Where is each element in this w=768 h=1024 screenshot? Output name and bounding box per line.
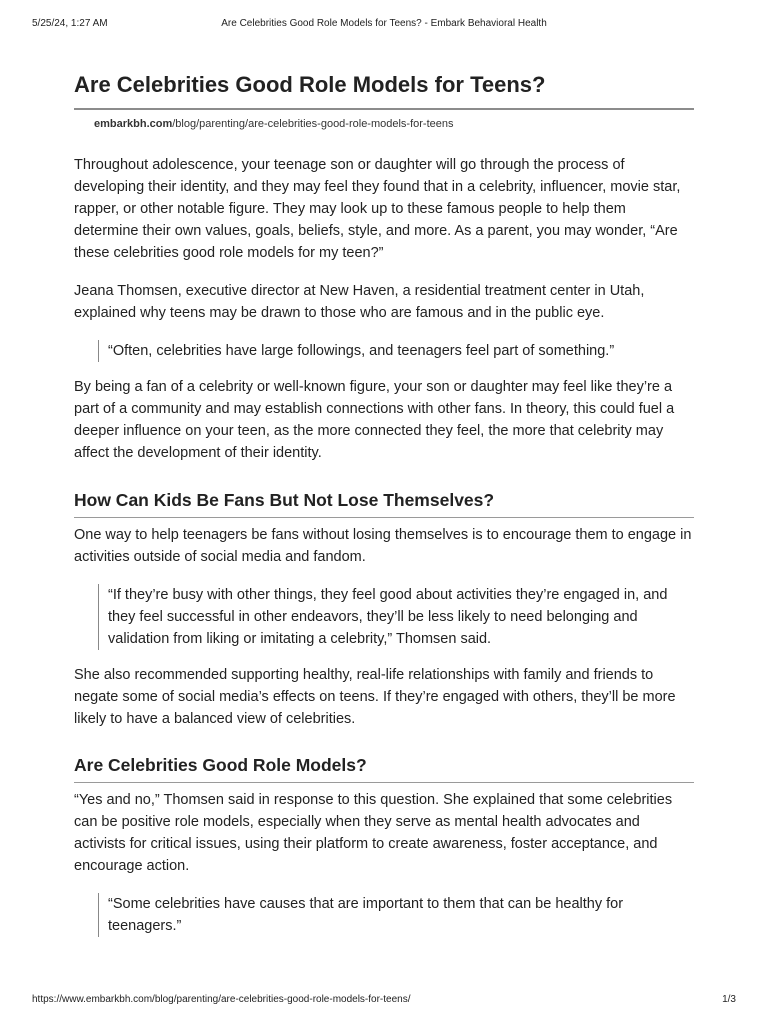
article-title: Are Celebrities Good Role Models for Teens? (74, 70, 694, 110)
paragraph-thomsen-intro: Jeana Thomsen, executive director at New Haven, a residential treatment center in Utah, explained why teens may be drawn to those who are famous and in the public eye. (74, 283, 645, 321)
paragraph-yes-and-no: “Yes and no,” Thomsen said in response to this question. She explained that some celebrities can be positive role models, especially when they serve as mental health advocates and activists for critical issues, using their platform to create awareness, foster acceptance, and encourage action. (74, 792, 673, 874)
source-url[interactable] (94, 118, 694, 130)
footer-url[interactable]: https://www.embarkbh.com/blog/parenting/are-celebrities-good-role-models-for-teens/ (32, 994, 411, 1005)
source-path: /blog/parenting/are-celebrities-good-role-models-for-teens (172, 118, 454, 130)
paragraph-relationships: She also recommended supporting healthy, real-life relationships with family and friends to negate some of social media’s effects on teens. If they’re engaged with others, they’ll be more likely to have a balanced view of celebrities. (74, 667, 676, 727)
paragraph-intro: Throughout adolescence, your teenage son or daughter will go through the process of developing their identity, and they may feel they found that in a celebrity, influencer, movie star, rapper, or other notable figure. They may look up to these famous people to help them determine their own values, goals, beliefs, style, and more. As a parent, you may wonder, “Are these celebrities good role models for my teen?” (74, 157, 681, 261)
heading-role-models: Are Celebrities Good Role Models? (74, 753, 694, 783)
blockquote-busy: “If they’re busy with other things, they feel good about activities they’re engaged in, and they feel successful in other endeavors, they’ll be less likely to need belonging and validation from liking or imitating a celebrity,” Thomsen said. (98, 584, 694, 650)
article-content (74, 70, 694, 937)
paragraph-encourage-activities: One way to help teenagers be fans without losing themselves is to encourage them to engage in activities outside of social media and fandom. (74, 527, 692, 565)
paragraph-community: By being a fan of a celebrity or well-known figure, your son or daughter may feel like they’re a part of a community and may establish connections with other fans. In theory, this could fuel a deeper influence on your teen, as the more connected they feel, the more that celebrity may affect the development of their identity. (74, 379, 675, 461)
heading-fans-not-lose-themselves: How Can Kids Be Fans But Not Lose Themselves? (74, 488, 694, 518)
page-number: 1/3 (722, 994, 736, 1005)
print-header (32, 18, 736, 32)
blockquote-followings: “Often, celebrities have large followings, and teenagers feel part of something.” (98, 340, 694, 362)
blockquote-causes: “Some celebrities have causes that are important to them that can be healthy for teenagers.” (98, 893, 694, 937)
print-footer (32, 994, 736, 1006)
print-date: 5/25/24, 1:27 AM (32, 18, 108, 29)
source-domain: embarkbh.com (94, 118, 173, 130)
print-page-title: Are Celebrities Good Role Models for Teens? - Embark Behavioral Health (221, 18, 547, 29)
